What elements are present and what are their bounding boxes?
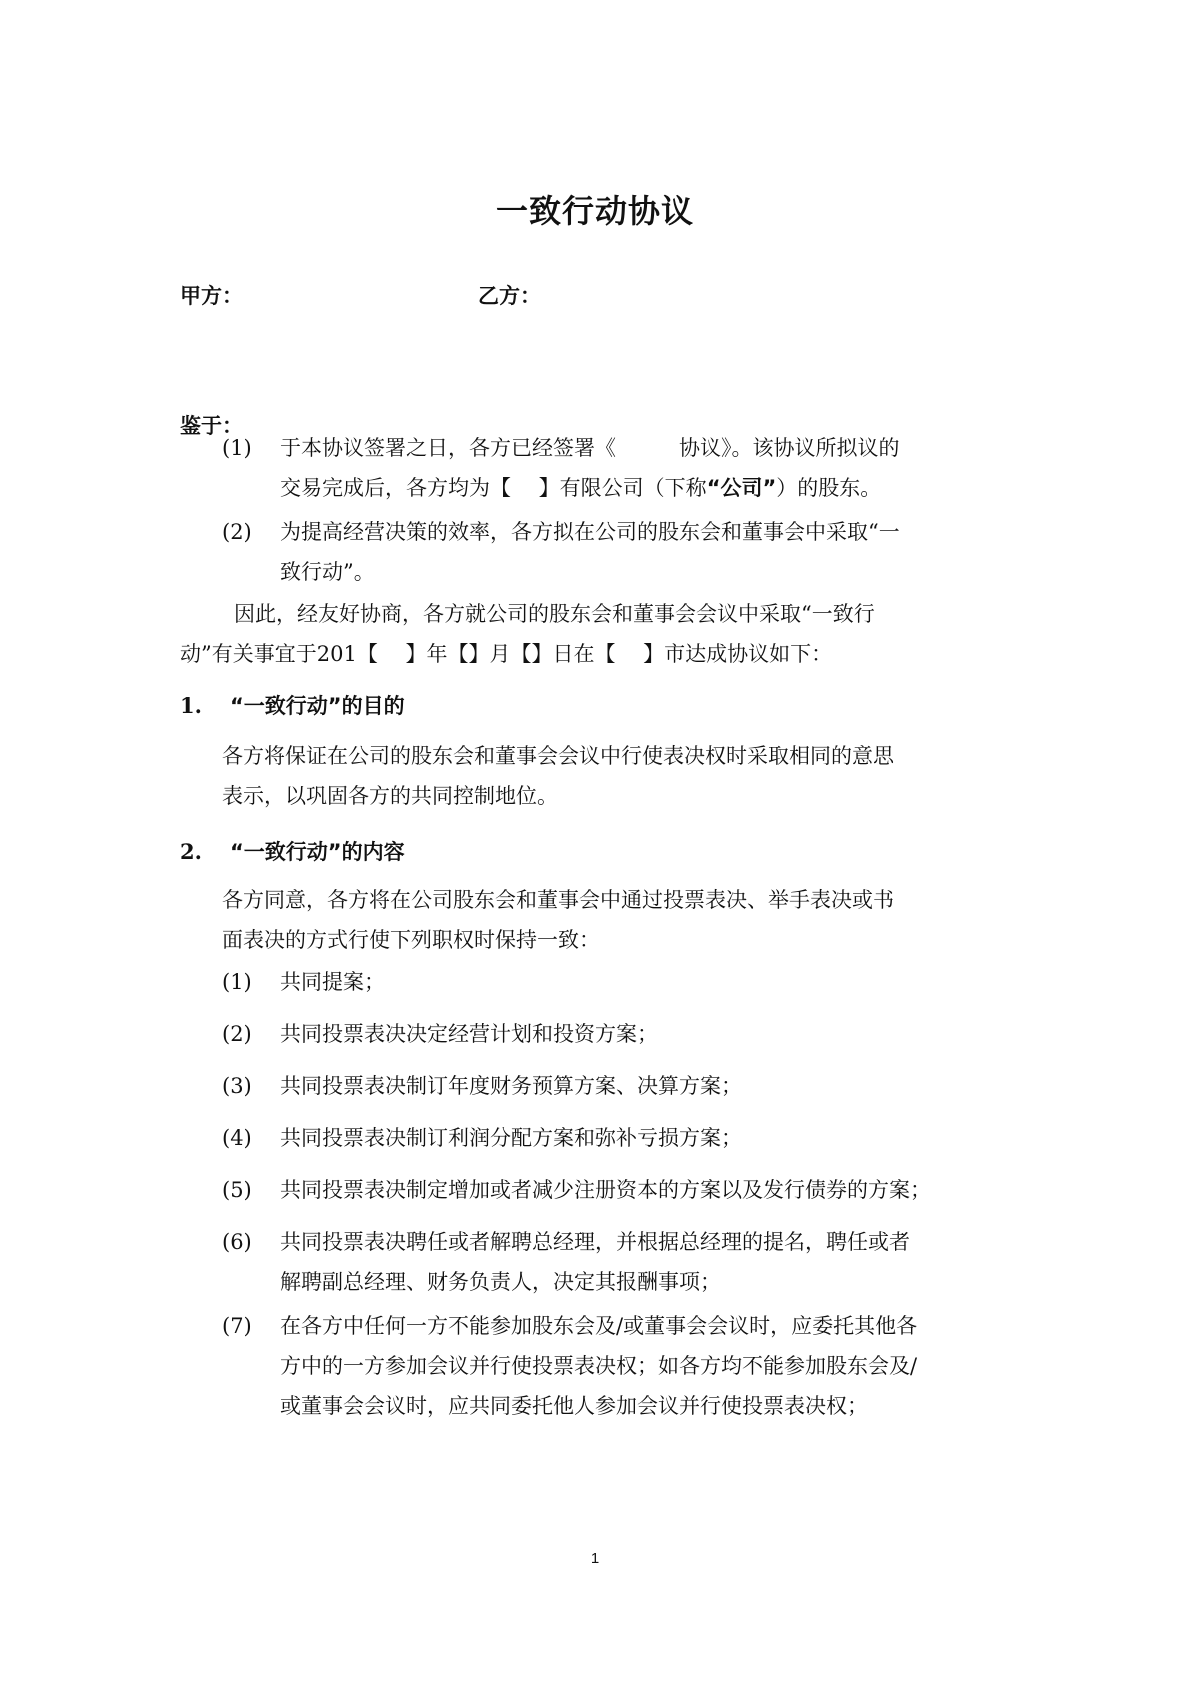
party-a-label: 甲方：: [180, 284, 243, 308]
preamble-line: 因此，经友好协商，各方就公司的股东会和董事会会议中采取“一致行: [234, 602, 875, 626]
list-item-line: 共同投票表决聘任或者解聘总经理，并根据总经理的提名，聘任或者: [280, 1230, 910, 1254]
section-title: “一致行动”的目的: [230, 694, 405, 718]
list-item-line: 共同投票表决制订利润分配方案和弥补亏损方案；: [280, 1126, 742, 1150]
text-run: ）的股东。: [776, 476, 882, 500]
list-item-text: [280, 962, 1022, 1002]
list-item-text: [280, 1222, 1022, 1302]
list-item-line: 共同投票表决制定增加或者减少注册资本的方案以及发行债券的方案；: [280, 1178, 931, 1202]
list-item-number: (2): [222, 1022, 252, 1046]
list-item-number: (7): [222, 1314, 252, 1338]
list-item-number: (4): [222, 1126, 252, 1150]
whereas-item-line: 于本协议签署之日，各方已经签署《 协议》。该协议所拟议的: [280, 436, 900, 460]
list-item-number: (1): [222, 970, 252, 994]
section-body-line: 面表决的方式行使下列职权时保持一致：: [222, 928, 600, 952]
list-item-text: [280, 1014, 1022, 1054]
list-item-line: 共同投票表决制订年度财务预算方案、决算方案；: [280, 1074, 742, 1098]
list-item-number: (6): [222, 1230, 252, 1254]
section-number: 2.: [180, 839, 202, 864]
section-heading-2: [180, 836, 405, 866]
page-number: 1: [590, 1550, 600, 1567]
list-item-text: [280, 1118, 1022, 1158]
preamble-paragraph: [180, 594, 1020, 674]
whereas-item-line: 为提高经营决策的效率，各方拟在公司的股东会和董事会中采取“一: [280, 520, 900, 544]
list-item-line: 在各方中任何一方不能参加股东会及/或董事会会议时，应委托其他各: [280, 1314, 918, 1338]
section-number: 1.: [180, 693, 202, 718]
list-item-number: (3): [222, 1074, 252, 1098]
whereas-item-line: 致行动”。: [280, 560, 375, 584]
section-title: “一致行动”的内容: [230, 840, 405, 864]
list-item-text: [280, 1170, 1022, 1210]
list-item-line: 共同提案；: [280, 970, 385, 994]
whereas-item-line: [280, 468, 1022, 508]
list-item-line: 方中的一方参加会议并行使投票表决权；如各方均不能参加股东会及/: [280, 1354, 918, 1378]
section-body-line: 表示，以巩固各方的共同控制地位。: [222, 784, 558, 808]
party-b-label: 乙方：: [478, 284, 541, 308]
document-title: 一致行动协议: [495, 192, 694, 230]
whereas-item-number: (1): [222, 436, 252, 460]
list-item-line: 共同投票表决决定经营计划和投资方案；: [280, 1022, 658, 1046]
whereas-heading: 鉴于：: [180, 414, 243, 438]
section-body-line: 各方将保证在公司的股东会和董事会会议中行使表决权时采取相同的意思: [222, 744, 894, 768]
preamble-line: 动”有关事宜于201【 】年【】月【】日在【 】市达成协议如下：: [180, 642, 833, 666]
list-item-line: 解聘副总经理、财务负责人，决定其报酬事项；: [280, 1270, 721, 1294]
section-body-line: 各方同意，各方将在公司股东会和董事会中通过投票表决、举手表决或书: [222, 888, 894, 912]
defined-term-company: “公司”: [706, 476, 777, 500]
whereas-item-text: [280, 512, 1022, 592]
whereas-item-text: [280, 428, 1022, 508]
list-item-text: [280, 1066, 1022, 1106]
section-body-1: [222, 736, 1022, 816]
list-item-text: [280, 1306, 1022, 1426]
list-item-number: (5): [222, 1178, 252, 1202]
whereas-item-number: (2): [222, 520, 252, 544]
text-run: 交易完成后，各方均为【 】有限公司（下称: [280, 476, 707, 500]
list-item-line: 或董事会会议时，应共同委托他人参加会议并行使投票表决权；: [280, 1394, 868, 1418]
section-body-2: [222, 880, 1022, 960]
section-heading-1: [180, 690, 405, 720]
